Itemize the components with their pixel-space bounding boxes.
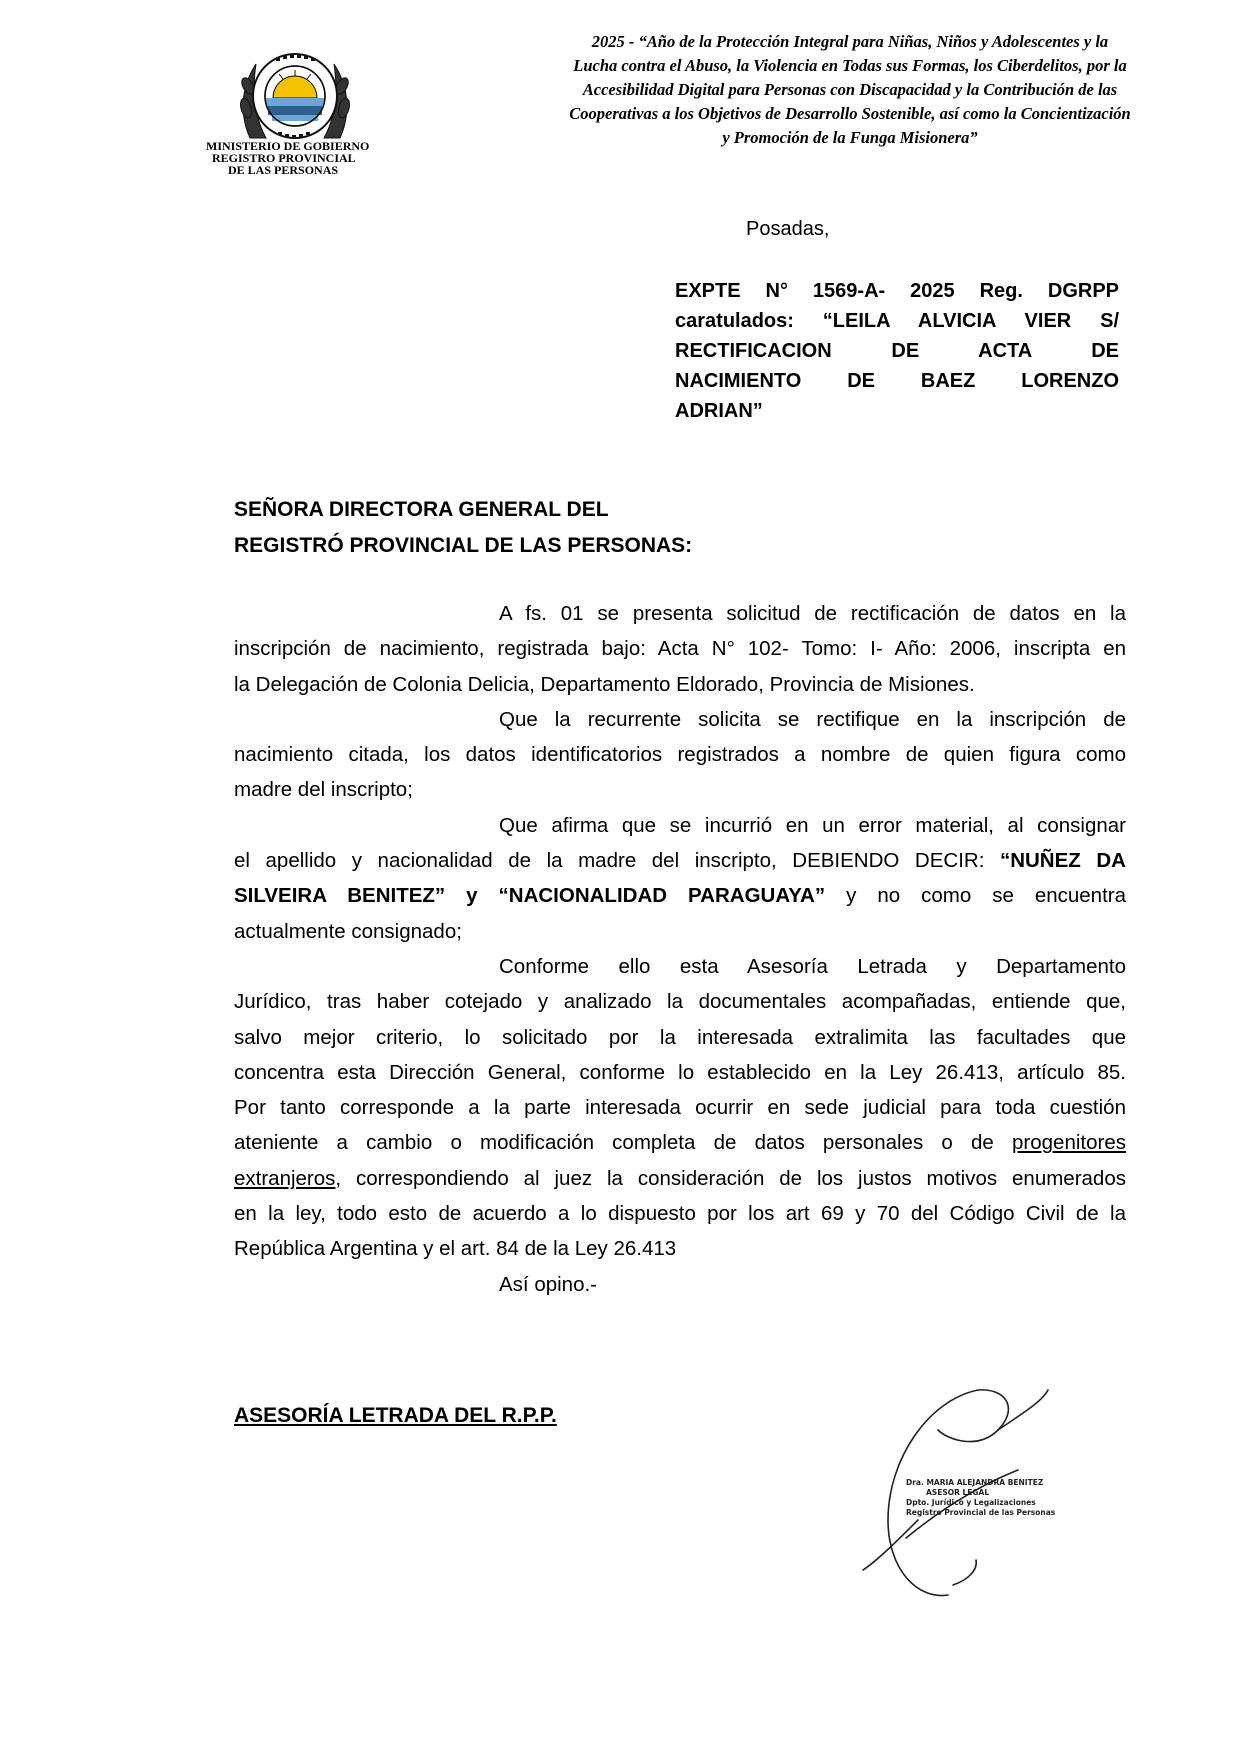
body-text: el apellido y nacionalidad de la madre del inscripto, DEBIENDO DECIR: (234, 849, 985, 873)
body-line: Que afirma que se incurrió en un error material, al consignar (499, 813, 1126, 837)
body-text: , correspondiendo al juez la consideración de los justos motivos enumerados (335, 1166, 1126, 1190)
motto-line: Cooperativas a los Objetivos de Desarrollo Sostenible, así como la Concientización (569, 104, 1131, 123)
body-line: República Argentina y el art. 84 de la Ley 26.413 (234, 1237, 677, 1261)
body-line: Jurídico, tras haber cotejado y analizado la documentales acompañadas, entiende que, (234, 990, 1126, 1014)
body-line (234, 878, 1126, 913)
addressee-line: SEÑORA DIRECTORA GENERAL DEL (234, 498, 609, 521)
body-text: y no como se encuentra (846, 884, 1127, 908)
body-line (234, 1161, 1126, 1196)
body-line: actualmente consignado; (234, 919, 462, 943)
case-reference-line: caratulados: “LEILA ALVICIA VIER S/ (675, 310, 1119, 332)
provincial-crest-icon (236, 46, 354, 146)
body-line (234, 1125, 1126, 1160)
body-line: madre del inscripto; (234, 778, 413, 802)
stamp-line: Dpto. Jurídico y Legalizaciones (906, 1498, 1036, 1507)
stamp-line: ASESOR LEGAL (926, 1488, 990, 1497)
year-motto (470, 30, 1230, 150)
motto-line: Accesibilidad Digital para Personas con Discapacidad y la Contribución de las (582, 80, 1118, 99)
case-reference (675, 276, 1119, 426)
motto-line: Lucha contra el Abuso, la Violencia en Todas sus Formas, los Ciberdelitos, por la (573, 56, 1127, 75)
ministry-line: DE LAS PERSONAS (228, 163, 339, 177)
place-line: Posadas, (746, 218, 830, 240)
addressee (234, 492, 692, 564)
addressee-line: REGISTRÓ PROVINCIAL DE LAS PERSONAS: (234, 534, 693, 557)
motto-line: 2025 - “Año de la Protección Integral para Niñas, Niños y Adolescentes y la (591, 32, 1109, 51)
ministry-line: REGISTRO PROVINCIAL (212, 151, 356, 165)
ministry-line: MINISTERIO DE GOBIERNO (206, 139, 370, 153)
body-line: Que la recurrente solicita se rectifique en la inscripción de (499, 707, 1126, 731)
body-line: nacimiento citada, los datos identificatorios registrados a nombre de quien figura como (234, 743, 1126, 767)
body-line: la Delegación de Colonia Delicia, Departamento Eldorado, Provincia de Misiones. (234, 672, 975, 696)
case-reference-line: NACIMIENTO DE BAEZ LORENZO (675, 370, 1119, 392)
closing-line: Así opino.- (499, 1272, 597, 1296)
case-reference-line: EXPTE N° 1569-A- 2025 Reg. DGRPP (675, 280, 1119, 302)
stamp-line: Registro Provincial de las Personas (906, 1508, 1056, 1517)
body-line: Conforme ello esta Asesoría Letrada y Departamento (499, 954, 1126, 978)
body-line: salvo mejor criterio, lo solicitado por la interesada extralimita las facultades que (234, 1025, 1126, 1049)
motto-line: y Promoción de la Funga Misionera” (722, 128, 978, 147)
body-text: ateniente a cambio o modificación completa de datos personales o de (234, 1131, 994, 1155)
document-body (234, 596, 1126, 1302)
underlined-text: extranjeros (234, 1166, 336, 1190)
stamp-line: Dra. MARIA ALEJANDRA BENITEZ (906, 1478, 1044, 1487)
case-reference-line: ADRIAN” (675, 400, 763, 422)
corrected-data: SILVEIRA BENITEZ” y “NACIONALIDAD PARAGUAYA” (234, 884, 826, 908)
body-line: inscripción de nacimiento, registrada bajo: Acta N° 102- Tomo: I- Año: 2006, inscripta en (234, 637, 1126, 661)
underlined-text: progenitores (1012, 1131, 1126, 1155)
body-line: en la ley, todo esto de acuerdo a lo dispuesto por los art 69 y 70 del Código Civil de la (234, 1202, 1126, 1226)
body-line (234, 843, 1126, 878)
body-line: concentra esta Dirección General, conforme lo establecido en la Ley 26.413, artículo 85. (234, 1060, 1126, 1084)
signatory-office: ASESORÍA LETRADA DEL R.P.P. (234, 1404, 557, 1427)
body-line: Por tanto corresponde a la parte interesada ocurrir en sede judicial para toda cuestión (234, 1096, 1126, 1120)
body-line: A fs. 01 se presenta solicitud de rectificación de datos en la (499, 602, 1126, 625)
case-reference-line: RECTIFICACION DE ACTA DE (675, 340, 1119, 362)
signature-stamp (906, 1478, 1056, 1518)
ministry-heading (206, 140, 406, 176)
corrected-surname: “NUÑEZ DA (999, 849, 1126, 873)
